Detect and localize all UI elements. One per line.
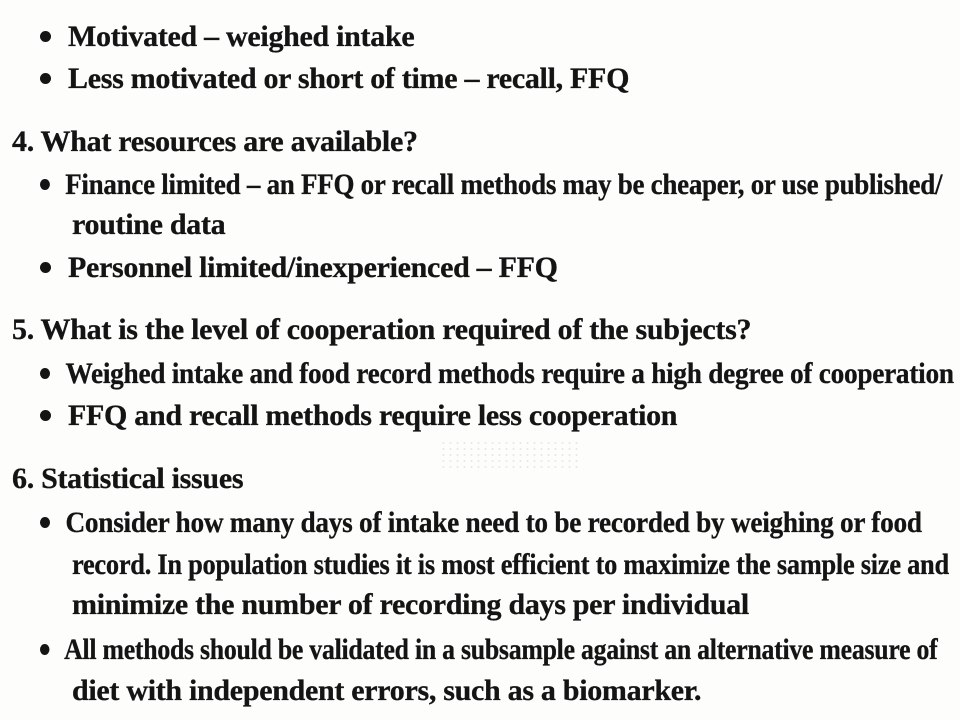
bullet-dot <box>40 410 51 421</box>
bullet-finance-limited <box>40 168 942 202</box>
bullet-less-motivated <box>40 62 629 96</box>
scan-noise <box>440 440 580 470</box>
bullet-text: Consider how many days of intake need to be recorded by weighing or food <box>65 506 922 539</box>
bullet-consider-days <box>40 506 922 540</box>
section-4-heading: 4. What resources are available? <box>12 125 418 158</box>
bullet-motivated <box>40 20 414 54</box>
bullet-finance-limited-cont: routine data <box>72 208 226 241</box>
section-5-heading: 5. What is the level of cooperation required of the subjects? <box>12 313 752 346</box>
bullet-dot <box>40 262 51 273</box>
bullet-ffq-recall <box>40 399 677 433</box>
bullet-text: FFQ and recall methods require less cooperation <box>68 399 678 432</box>
bullet-text: Finance limited – an FFQ or recall methods may be cheaper, or use published/ <box>65 168 943 201</box>
section-6-heading: 6. Statistical issues <box>12 462 244 495</box>
bullet-consider-days-cont-2: minimize the number of recording days per individual <box>72 588 749 621</box>
bullet-text: Motivated – weighed intake <box>68 20 415 53</box>
bullet-dot <box>40 73 51 84</box>
bullet-all-methods <box>40 633 937 667</box>
bullet-dot <box>40 31 51 42</box>
bullet-dot <box>40 517 50 528</box>
bullet-dot <box>40 179 50 190</box>
bullet-text: Less motivated or short of time – recall, FFQ <box>68 62 630 95</box>
bullet-all-methods-cont: diet with independent errors, such as a biomarker. <box>72 674 702 707</box>
bullet-text: Personnel limited/inexperienced – FFQ <box>68 251 558 284</box>
bullet-dot <box>40 368 50 379</box>
bullet-dot <box>40 644 49 655</box>
bullet-weighed-intake <box>40 357 954 391</box>
bullet-consider-days-cont-1: record. In population studies it is most efficient to maximize the sample size and <box>72 548 949 581</box>
bullet-text: Weighed intake and food record methods require a high degree of cooperation <box>65 357 954 390</box>
bullet-text: All methods should be validated in a subsample against an alternative measure of <box>64 633 938 666</box>
bullet-personnel-limited <box>40 251 558 285</box>
